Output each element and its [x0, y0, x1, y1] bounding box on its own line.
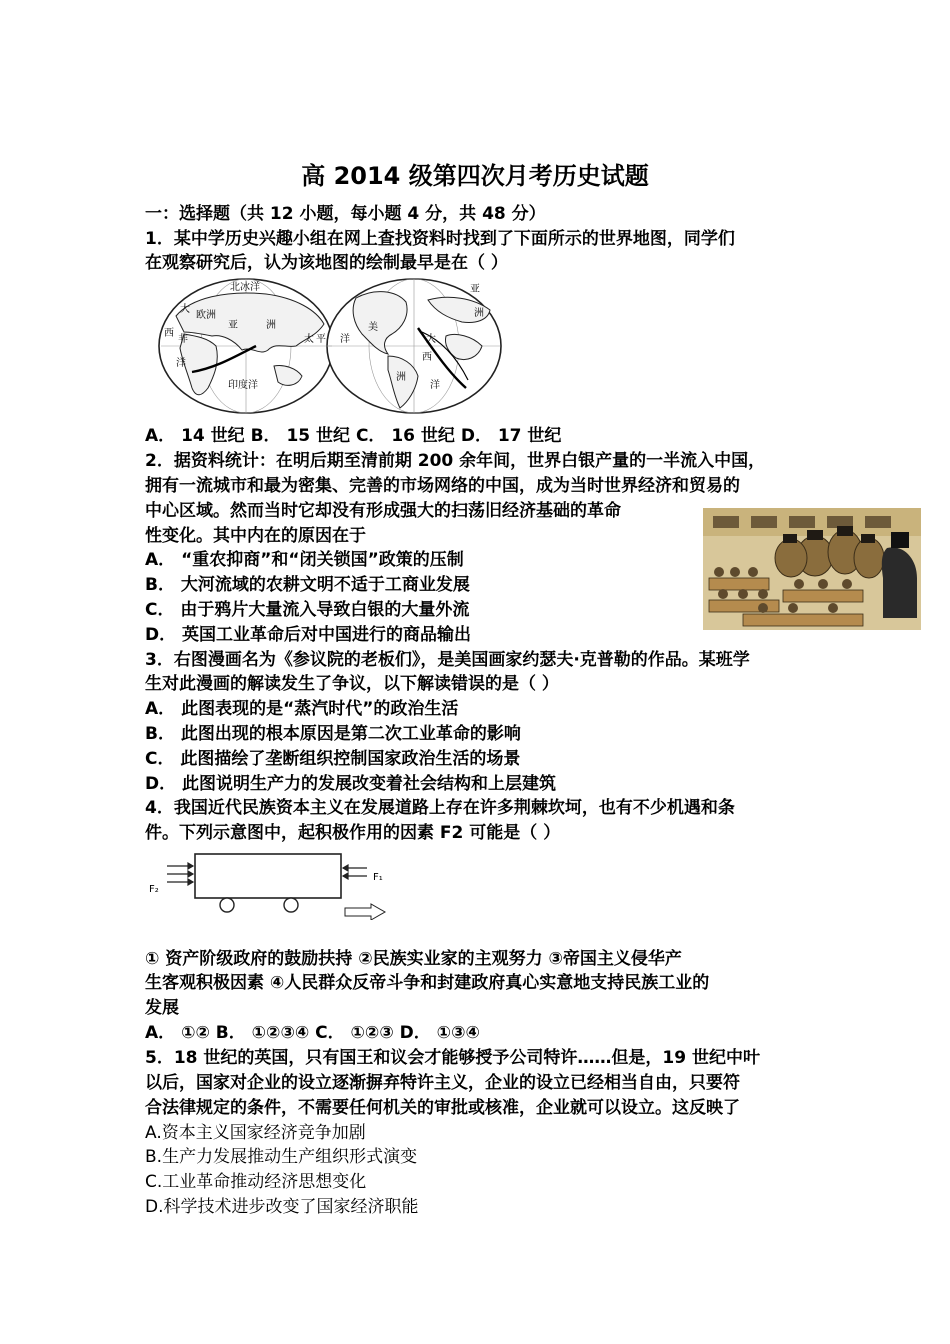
world-map-image — [156, 276, 504, 416]
map-label-asia-left: 亚 — [228, 320, 238, 331]
force-diagram-image — [145, 850, 400, 920]
q5-stem-line-2: 以后，国家对企业的设立逐渐摒弃特许主义，企业的设立已经相当自由，只要符 — [145, 1073, 740, 1093]
diagram-label-f2: F₂ — [149, 884, 159, 895]
map-label-pacific-1: 太 — [304, 334, 314, 345]
map-label-pacific-2: 平 — [316, 334, 326, 345]
section-heading: 一：选择题（共 12 小题，每小题 4 分，共 48 分） — [145, 204, 546, 224]
q2-stem-line-2: 拥有一流城市和最为密集、完善的市场网络的中国，成为当时世界经济和贸易的 — [145, 476, 740, 496]
q5-option-d: D.科学技术进步改变了国家经济职能 — [145, 1197, 419, 1217]
q4-items-line-1: ① 资产阶级政府的鼓励扶持 ②民族实业家的主观努力 ③帝国主义侵华产 — [145, 949, 682, 969]
q2-option-a: A． “重农抑商”和“闭关锁国”政策的压制 — [145, 550, 464, 570]
q3-option-b: B． 此图出现的根本原因是第二次工业革命的影响 — [145, 724, 521, 744]
q2-option-b: B． 大河流域的农耕文明不适于工商业发展 — [145, 575, 470, 595]
map-label-zhou2: 洲 — [396, 372, 406, 383]
map-label-xi2: 西 — [422, 352, 432, 363]
map-label-zhou-right: 洲 — [474, 308, 484, 319]
map-label-arctic: 北冰洋 — [230, 282, 260, 293]
q5-stem-line-1: 5．18 世纪的英国，只有国王和议会才能够授予公司特许……但是，19 世纪中叶 — [145, 1048, 760, 1068]
map-label-pacific-3: 洋 — [340, 334, 350, 345]
map-label-asia-right: 亚 — [470, 284, 480, 295]
q4-stem-line-2: 件。下列示意图中，起积极作用的因素 F2 可能是（ ） — [145, 823, 561, 843]
map-label-yang: 洋 — [176, 358, 186, 369]
q4-items-line-2: 生客观积极因素 ④人民群众反帝斗争和封建政府真心实意地支持民族工业的 — [145, 973, 710, 993]
map-label-yang2: 洋 — [430, 380, 440, 391]
senate-cartoon-image — [703, 508, 921, 630]
q4-options: A． ①② B． ①②③④ C． ①②③ D． ①③④ — [145, 1023, 480, 1043]
q3-option-c: C． 此图描绘了垄断组织控制国家政治生活的场景 — [145, 749, 521, 769]
diagram-label-f1: F₁ — [373, 872, 383, 883]
map-label-indian-ocean: 印度洋 — [228, 380, 258, 391]
q5-option-a: A.资本主义国家经济竞争加剧 — [145, 1123, 366, 1143]
map-label-europe: 欧洲 — [196, 310, 216, 321]
q1-stem-line-2: 在观察研究后，认为该地图的绘制最早是在（ ） — [145, 253, 508, 273]
map-label-xi: 西 — [164, 328, 174, 339]
map-label-fei: 非 — [178, 334, 188, 345]
q2-stem-line-3: 中心区域。然而当时它却没有形成强大的扫荡旧经济基础的革命 — [145, 501, 621, 521]
q3-option-a: A． 此图表现的是“蒸汽时代”的政治生活 — [145, 699, 459, 719]
q4-stem-line-1: 4．我国近代民族资本主义在发展道路上存在许多荆棘坎坷，也有不少机遇和条 — [145, 798, 735, 818]
q3-option-d: D． 此图说明生产力的发展改变着社会结构和上层建筑 — [145, 774, 557, 794]
q5-option-b: B.生产力发展推动生产组织形式演变 — [145, 1147, 418, 1167]
q1-options: A． 14 世纪 B． 15 世纪 C． 16 世纪 D． 17 世纪 — [145, 426, 562, 446]
q3-stem-line-2: 生对此漫画的解读发生了争议，以下解读错误的是（ ） — [145, 674, 559, 694]
map-label-asia-left2: 洲 — [266, 320, 276, 331]
q2-stem-line-1: 2．据资料统计：在明后期至清前期 200 余年间，世界白银产量的一半流入中国， — [145, 451, 766, 471]
q2-stem-line-4: 性变化。其中内在的原因在于 — [145, 526, 366, 546]
q5-option-c: C.工业革命推动经济思想变化 — [145, 1172, 367, 1192]
q5-stem-line-3: 合法律规定的条件，不需要任何机关的审批或核准，企业就可以设立。这反映了 — [145, 1098, 740, 1118]
q3-stem-line-1: 3．右图漫画名为《参议院的老板们》，是美国画家约瑟夫·克普勒的作品。某班学 — [145, 650, 750, 670]
map-label-da2: 大 — [426, 334, 436, 345]
q1-stem-line-1: 1．某中学历史兴趣小组在网上查找资料时找到了下面所示的世界地图，同学们 — [145, 229, 735, 249]
q4-items-line-3: 发展 — [145, 998, 179, 1018]
map-label-da: 大 — [180, 304, 190, 315]
q2-option-d: D． 英国工业革命后对中国进行的商品输出 — [145, 625, 472, 645]
page-title: 高 2014 级第四次月考历史试题 — [301, 162, 649, 190]
q2-option-c: C． 由于鸦片大量流入导致白银的大量外流 — [145, 600, 470, 620]
map-label-america: 美 — [368, 322, 378, 333]
